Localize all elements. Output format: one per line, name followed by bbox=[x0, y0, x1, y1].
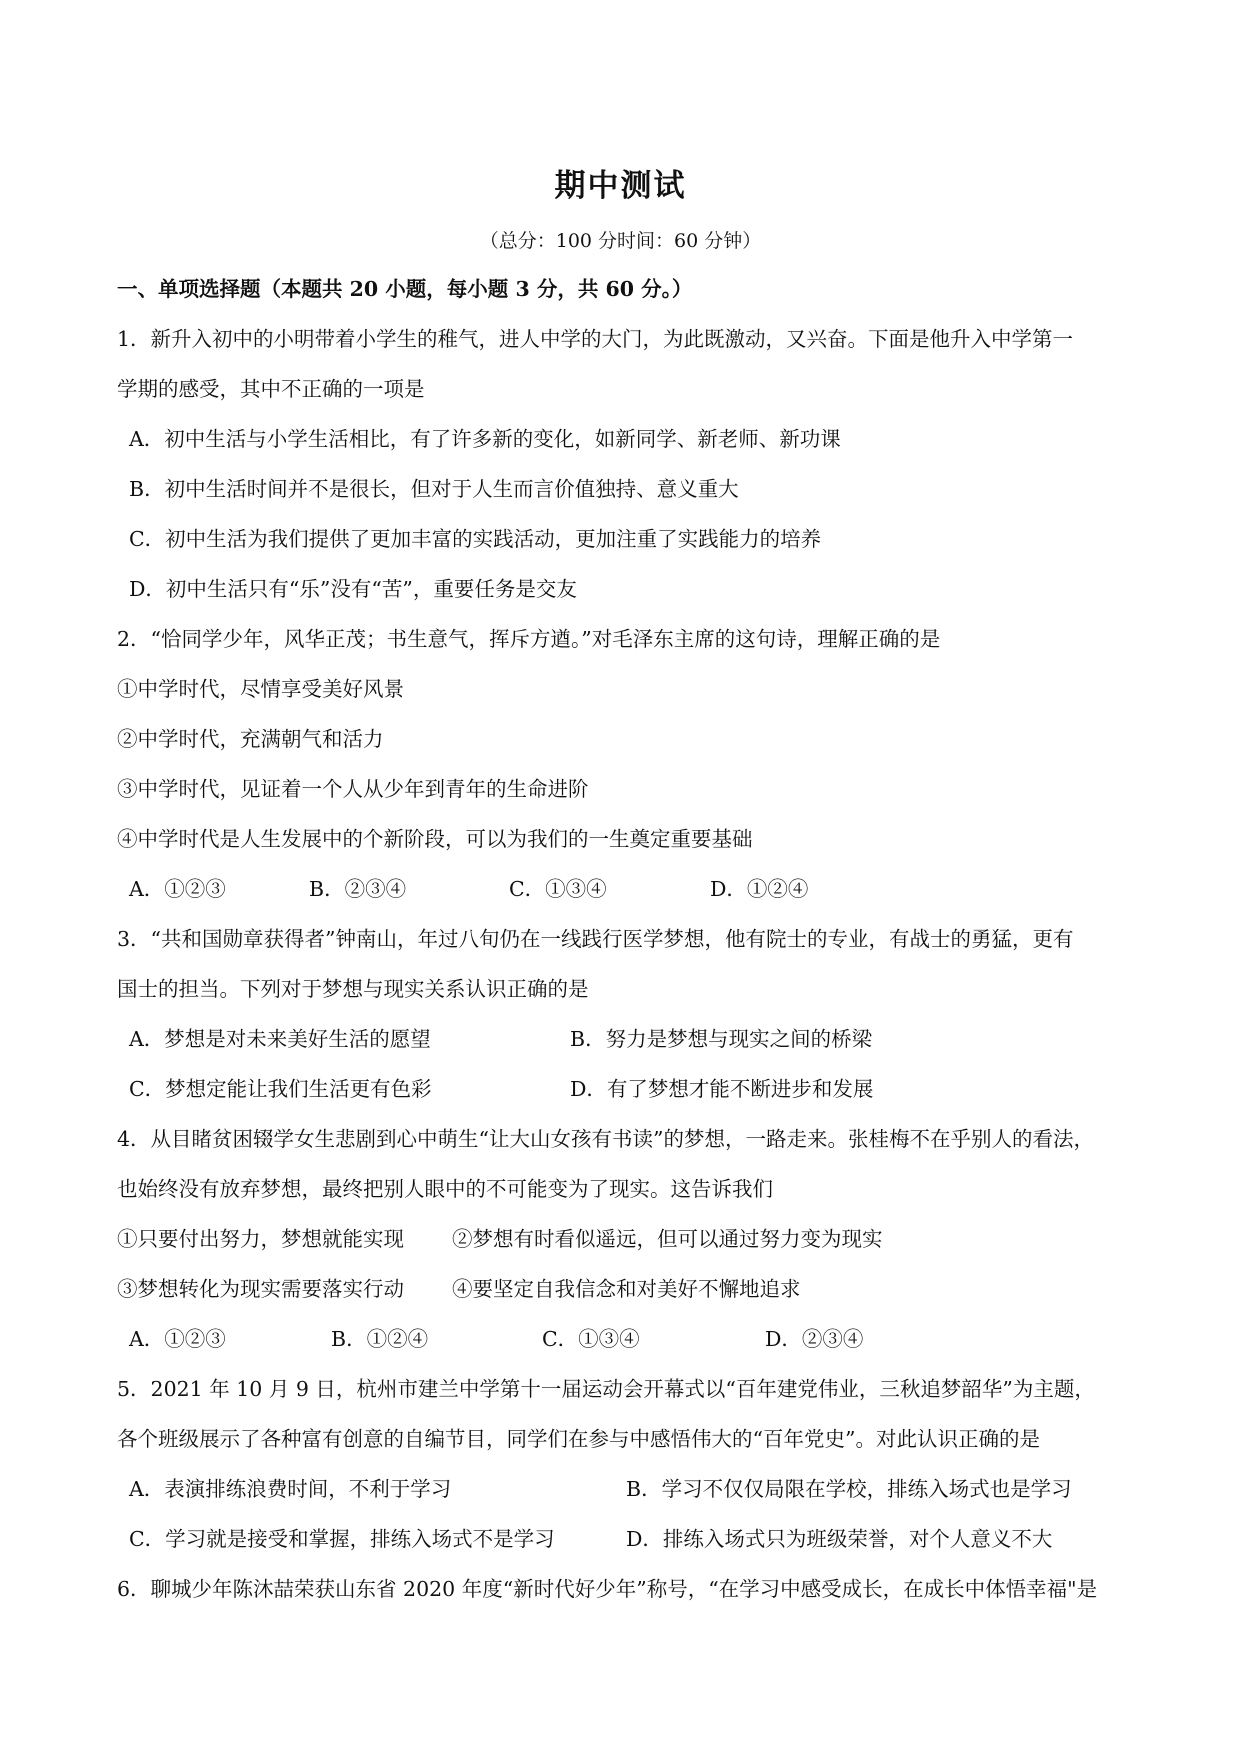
question-2-statement-4: ④中学时代是人生发展中的个新阶段，可以为我们的一生奠定重要基础 bbox=[117, 827, 753, 851]
question-3-stem-line-1: 3．“共和国勋章获得者”钟南山，年过八旬仍在一线践行医学梦想，他有院士的专业，有战士的勇猛，更有 bbox=[117, 927, 1074, 951]
question-4-option-d: D．②③④ bbox=[765, 1327, 864, 1351]
question-1-option-a: A．初中生活与小学生活相比，有了许多新的变化，如新同学、新老师、新功课 bbox=[129, 427, 841, 451]
page-title: 期中测试 bbox=[554, 168, 687, 204]
exam-info: （总分：100 分时间：60 分钟） bbox=[479, 230, 762, 252]
question-2-option-a: A．①②③ bbox=[129, 877, 226, 901]
question-4-stem-line-1: 4．从目睹贫困辍学女生悲剧到心中萌生“让大山女孩有书读”的梦想，一路走来。张桂梅不在乎别人的看法， bbox=[117, 1127, 1095, 1151]
question-4-statement-4: ④要坚定自我信念和对美好不懈地追求 bbox=[452, 1277, 801, 1301]
question-4-stem-line-2: 也始终没有放弃梦想，最终把别人眼中的不可能变为了现实。这告诉我们 bbox=[117, 1177, 773, 1201]
question-1-stem-line-2: 学期的感受，其中不正确的一项是 bbox=[117, 377, 425, 401]
section-heading: 一、单项选择题（本题共 20 小题，每小题 3 分，共 60 分。） bbox=[117, 277, 693, 301]
question-4-statement-1: ①只要付出努力，梦想就能实现 bbox=[117, 1227, 404, 1251]
question-2-statement-1: ①中学时代，尽情享受美好风景 bbox=[117, 677, 404, 701]
question-5-option-c: C．学习就是接受和掌握，排练入场式不是学习 bbox=[129, 1527, 555, 1551]
question-1-stem-line-1: 1．新升入初中的小明带着小学生的稚气，进人中学的大门，为此既激动，又兴奋。下面是他升入中学第一 bbox=[117, 327, 1074, 351]
question-4-option-c: C．①③④ bbox=[542, 1327, 640, 1351]
question-3-option-c: C．梦想定能让我们生活更有色彩 bbox=[129, 1077, 432, 1101]
question-5-stem-line-2: 各个班级展示了各种富有创意的自编节目，同学们在参与中感悟伟大的“百年党史”。对此认识正确的是 bbox=[117, 1427, 1040, 1451]
question-6-stem-line-1: 6．聊城少年陈沐喆荣获山东省 2020 年度“新时代好少年”称号，“在学习中感受成长，在成长中体悟幸福"是 bbox=[117, 1577, 1098, 1601]
question-5-stem-line-1: 5．2021 年 10 月 9 日，杭州市建兰中学第十一届运动会开幕式以“百年建党伟业，三秋追梦韶华”为主题， bbox=[117, 1377, 1095, 1401]
question-2-stem: 2．“恰同学少年，风华正茂；书生意气，挥斥方遒。”对毛泽东主席的这句诗，理解正确的是 bbox=[117, 627, 941, 651]
question-2-option-d: D．①②④ bbox=[710, 877, 809, 901]
question-4-option-b: B．①②④ bbox=[331, 1327, 429, 1351]
question-3-option-b: B．努力是梦想与现实之间的桥梁 bbox=[570, 1027, 873, 1051]
question-1-option-c: C．初中生活为我们提供了更加丰富的实践活动，更加注重了实践能力的培养 bbox=[129, 527, 822, 551]
question-4-option-a: A．①②③ bbox=[129, 1327, 226, 1351]
question-3-option-a: A．梦想是对未来美好生活的愿望 bbox=[129, 1027, 431, 1051]
question-5-option-a: A．表演排练浪费时间，不利于学习 bbox=[129, 1477, 452, 1501]
question-3-option-d: D．有了梦想才能不断进步和发展 bbox=[570, 1077, 874, 1101]
question-2-statement-2: ②中学时代，充满朝气和活力 bbox=[117, 727, 384, 751]
question-4-statement-3: ③梦想转化为现实需要落实行动 bbox=[117, 1277, 404, 1301]
question-4-statement-2: ②梦想有时看似遥远，但可以通过努力变为现实 bbox=[452, 1227, 883, 1251]
question-3-stem-line-2: 国士的担当。下列对于梦想与现实关系认识正确的是 bbox=[117, 977, 589, 1001]
question-5-option-d: D．排练入场式只为班级荣誉，对个人意义不大 bbox=[626, 1527, 1053, 1551]
question-1-option-b: B．初中生活时间并不是很长，但对于人生而言价值独持、意义重大 bbox=[129, 477, 739, 501]
question-1-option-d: D．初中生活只有“乐”没有“苦”，重要任务是交友 bbox=[129, 577, 577, 601]
question-5-option-b: B．学习不仅仅局限在学校，排练入场式也是学习 bbox=[626, 1477, 1072, 1501]
question-2-option-c: C．①③④ bbox=[509, 877, 607, 901]
question-2-statement-3: ③中学时代，见证着一个人从少年到青年的生命进阶 bbox=[117, 777, 589, 801]
question-2-option-b: B．②③④ bbox=[309, 877, 407, 901]
